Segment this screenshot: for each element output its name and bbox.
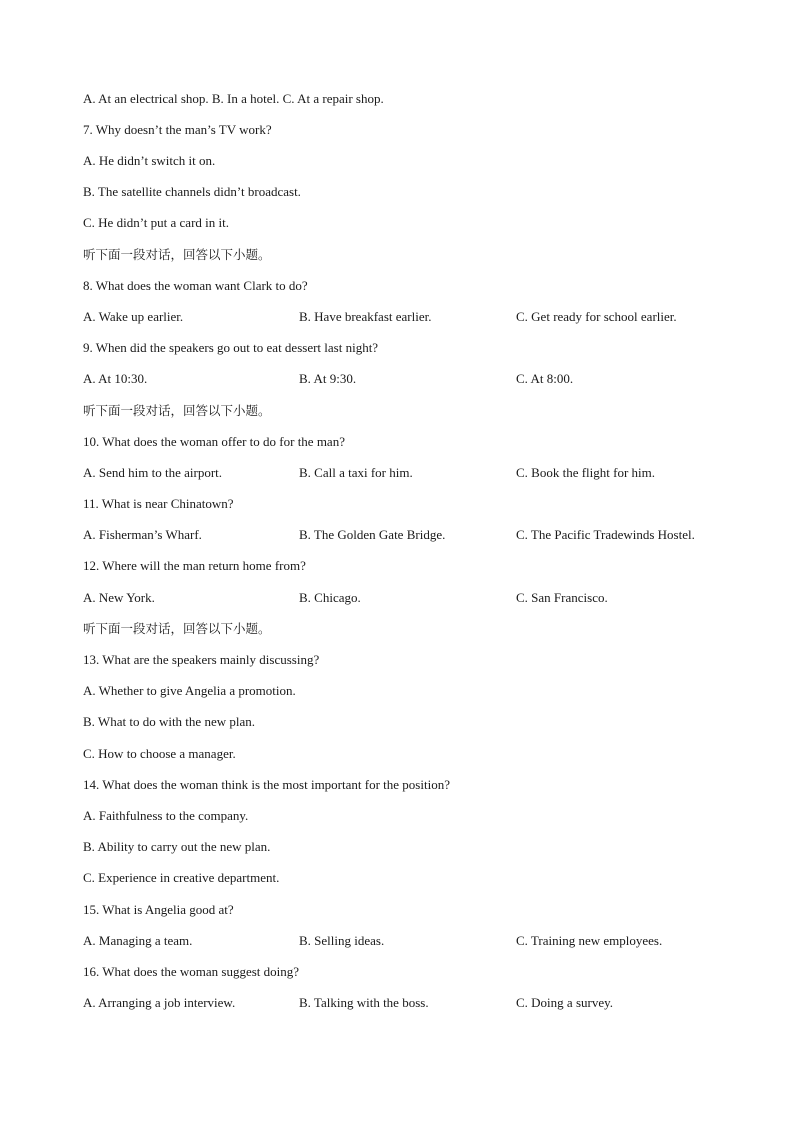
- question-15: 15. What is Angelia good at?: [83, 902, 234, 917]
- q16-option-b: B. Talking with the boss.: [299, 995, 429, 1010]
- q12-option-b: B. Chicago.: [299, 590, 361, 605]
- question-11: 11. What is near Chinatown?: [83, 496, 234, 511]
- instruction-3: 听下面一段对话，回答以下小题。: [83, 621, 271, 636]
- question-13: 13. What are the speakers mainly discussing?: [83, 652, 320, 667]
- q7-option-b: B. The satellite channels didn’t broadcast.: [83, 184, 301, 199]
- q16-option-c: C. Doing a survey.: [516, 995, 614, 1010]
- q13-option-c: C. How to choose a manager.: [83, 746, 236, 761]
- q10-option-c: C. Book the flight for him.: [516, 465, 656, 480]
- q8-option-b: B. Have breakfast earlier.: [299, 309, 432, 324]
- q6-options: A. At an electrical shop. B. In a hotel. C. At a repair shop.: [83, 91, 384, 106]
- q14-option-a: A. Faithfulness to the company.: [83, 808, 249, 823]
- q15-option-c: C. Training new employees.: [516, 933, 663, 948]
- question-10: 10. What does the woman offer to do for the man?: [83, 434, 345, 449]
- question-8: 8. What does the woman want Clark to do?: [83, 278, 308, 293]
- q7-option-c: C. He didn’t put a card in it.: [83, 215, 229, 230]
- q11-option-c: C. The Pacific Tradewinds Hostel.: [516, 527, 695, 542]
- question-7: 7. Why doesn’t the man’s TV work?: [83, 122, 272, 137]
- q10-option-a: A. Send him to the airport.: [83, 465, 223, 480]
- q11-option-b: B. The Golden Gate Bridge.: [299, 527, 446, 542]
- q14-option-b: B. Ability to carry out the new plan.: [83, 839, 271, 854]
- q14-option-c: C. Experience in creative department.: [83, 870, 280, 885]
- q13-option-a: A. Whether to give Angelia a promotion.: [83, 683, 296, 698]
- question-16: 16. What does the woman suggest doing?: [83, 964, 300, 979]
- q7-option-a: A. He didn’t switch it on.: [83, 153, 216, 168]
- question-9: 9. When did the speakers go out to eat dessert last night?: [83, 340, 379, 355]
- q8-option-a: A. Wake up earlier.: [83, 309, 184, 324]
- instruction-2: 听下面一段对话，回答以下小题。: [83, 403, 271, 418]
- q9-option-b: B. At 9:30.: [299, 371, 357, 386]
- q15-option-a: A. Managing a team.: [83, 933, 193, 948]
- q8-option-c: C. Get ready for school earlier.: [516, 309, 677, 324]
- q11-option-a: A. Fisherman’s Wharf.: [83, 527, 202, 542]
- q12-option-a: A. New York.: [83, 590, 155, 605]
- q13-option-b: B. What to do with the new plan.: [83, 714, 255, 729]
- q10-option-b: B. Call a taxi for him.: [299, 465, 413, 480]
- question-14: 14. What does the woman think is the most important for the position?: [83, 777, 450, 792]
- question-12: 12. Where will the man return home from?: [83, 558, 306, 573]
- q12-option-c: C. San Francisco.: [516, 590, 608, 605]
- q16-option-a: A. Arranging a job interview.: [83, 995, 236, 1010]
- q9-option-c: C. At 8:00.: [516, 371, 574, 386]
- q9-option-a: A. At 10:30.: [83, 371, 148, 386]
- q15-option-b: B. Selling ideas.: [299, 933, 385, 948]
- instruction-1: 听下面一段对话，回答以下小题。: [83, 247, 271, 262]
